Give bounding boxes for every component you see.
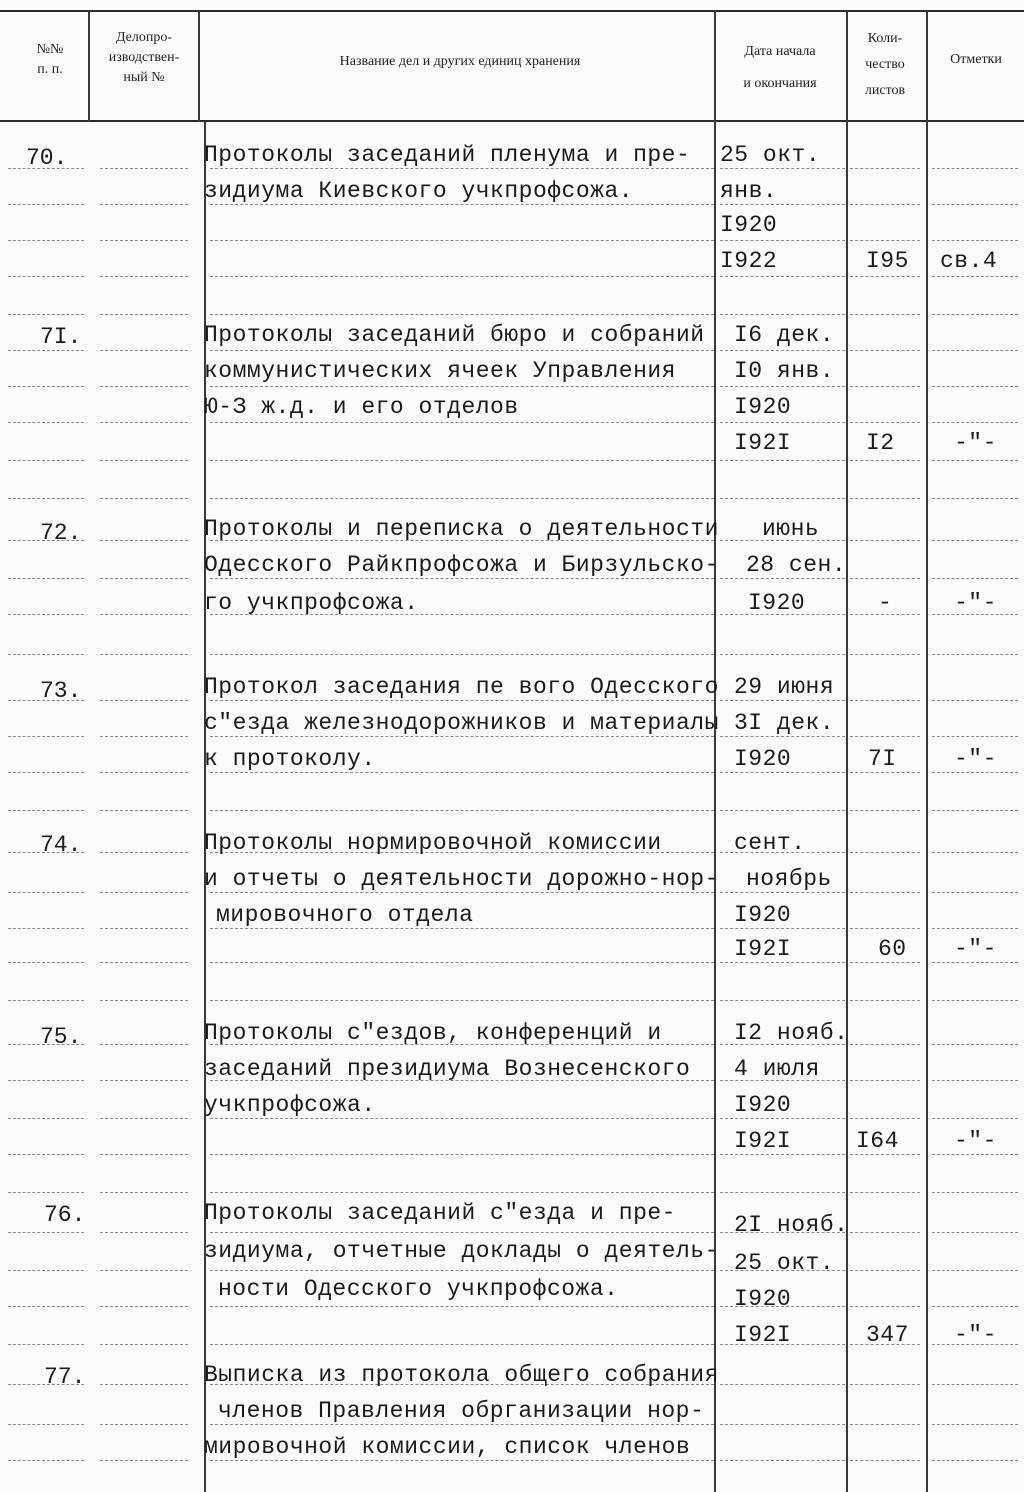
header-dates: Дата начала и окончания [743, 44, 817, 91]
header-case-number: Делопро- изводствен- ный № [108, 30, 180, 85]
entry-number: 76. [44, 1202, 86, 1228]
entry-title-line: и отчеты о деятельности дорожно-нор- [204, 866, 719, 892]
entry-number: 75. [40, 1024, 82, 1050]
entry-date-line: I920 [748, 590, 806, 616]
entry-title-line: зидиума Киевского учкпрофсожа. [204, 178, 634, 204]
entry-notes: -"- [954, 1128, 997, 1154]
entry-date-line: сент. [734, 830, 806, 856]
entry-date-line: ноябрь [746, 866, 832, 892]
entry-title-line: Протокол заседания пе вого Одесского [204, 674, 719, 700]
entry-sheets: I2 [866, 430, 895, 456]
entry-title-line: мировочной комиссии, список членов [204, 1434, 691, 1460]
entry-date-line: 29 июня [734, 674, 835, 700]
entry-title-line: Протоколы и переписка о деятельности [204, 516, 719, 542]
header-number: №№ п. п. [36, 42, 64, 77]
column-rule [926, 10, 928, 1492]
entry-date-line: I920 [720, 212, 778, 238]
entry-title-line: членов Правления обрганизации нор- [218, 1398, 705, 1424]
entry-notes: -"- [954, 936, 997, 962]
entry-title-line: Ю-З ж.д. и его отделов [204, 394, 519, 420]
entry-title-line: к протоколу. [204, 746, 376, 772]
column-rule [198, 10, 200, 122]
entry-notes: -"- [954, 430, 997, 456]
entry-title-line: го учкпрофсожа. [204, 590, 419, 616]
entry-date-line: 25 окт. [734, 1250, 835, 1276]
entry-title-line: коммунистических ячеек Управления [204, 358, 676, 384]
header-notes: Отметки [950, 52, 1002, 67]
entry-title-line: с"езда железнодорожников и материалы [204, 710, 719, 736]
entry-notes: -"- [954, 746, 997, 772]
header-title: Название дел и других единиц хранения [339, 54, 581, 69]
column-rule [88, 10, 90, 122]
entry-sheets: 7I [868, 746, 897, 772]
entry-sheets: - [878, 590, 893, 616]
entry-date-line: I920 [734, 1092, 792, 1118]
header-sheets: Коли- чество листов [864, 31, 906, 98]
entry-title-line: заседаний президиума Вознесенского [204, 1056, 691, 1082]
entry-number: 73. [40, 678, 82, 704]
entry-date-line: I0 янв. [734, 358, 835, 384]
entry-sheets: 60 [878, 936, 907, 962]
entry-number: 72. [40, 520, 82, 546]
entry-sheets: 347 [866, 1322, 909, 1348]
entry-date-line: I6 дек. [734, 322, 835, 348]
entry-date-line: 25 окт. [720, 142, 821, 168]
entry-title-line: Протоколы нормировочной комиссии [204, 830, 662, 856]
entry-date-line: I922 [720, 248, 778, 274]
entry-title-line: Протоколы заседаний с"езда и пре- [204, 1200, 676, 1226]
entry-title-line: Протоколы заседаний пленума и пре- [204, 142, 691, 168]
entry-date-line: I92I [734, 430, 792, 456]
entry-date-line: июнь [762, 516, 820, 542]
entry-number: 7I. [40, 324, 82, 350]
entry-sheets: I95 [866, 248, 909, 274]
entry-sheets: I64 [856, 1128, 899, 1154]
entry-date-line: I920 [734, 746, 792, 772]
entry-date-line: I920 [734, 1286, 792, 1312]
entry-title-line: ности Одесского учкпрофсожа. [218, 1276, 619, 1302]
entry-title-line: Одесского Райкпрофсожа и Бирзульско- [204, 552, 719, 578]
top-rule [0, 10, 1024, 12]
entry-notes: -"- [954, 1322, 997, 1348]
column-rule [846, 10, 848, 1492]
entry-date-line: 2I нояб. [734, 1212, 849, 1238]
entry-date-line: I92I [734, 1322, 792, 1348]
entry-title-line: зидиума, отчетные доклады о деятель- [204, 1238, 719, 1264]
entry-notes: св.4 [940, 248, 998, 274]
entry-date-line: 28 сен. [746, 552, 847, 578]
entry-date-line: 3I дек. [734, 710, 835, 736]
entry-date-line: 4 июля [734, 1056, 820, 1082]
entry-date-line: I920 [734, 902, 792, 928]
entry-date-line: I92I [734, 1128, 792, 1154]
header-bottom-rule [0, 120, 1024, 122]
entry-date-line: янв. [720, 178, 778, 204]
entry-date-line: I2 нояб. [734, 1020, 849, 1046]
entry-title-line: Протоколы заседаний бюро и собраний [204, 322, 705, 348]
entry-notes: -"- [954, 590, 997, 616]
entry-number: 70. [26, 145, 68, 171]
entry-number: 74. [40, 832, 82, 858]
entry-title-line: учкпрофсожа. [204, 1092, 376, 1118]
entry-number: 77. [44, 1364, 86, 1390]
entry-title-line: Протоколы с"ездов, конференций и [204, 1020, 662, 1046]
entry-date-line: I92I [734, 936, 792, 962]
entry-date-line: I920 [734, 394, 792, 420]
column-rule [714, 10, 716, 1492]
entry-title-line: мировочного отдела [216, 902, 474, 928]
entry-title-line: Выписка из протокола общего собрания [204, 1362, 719, 1388]
